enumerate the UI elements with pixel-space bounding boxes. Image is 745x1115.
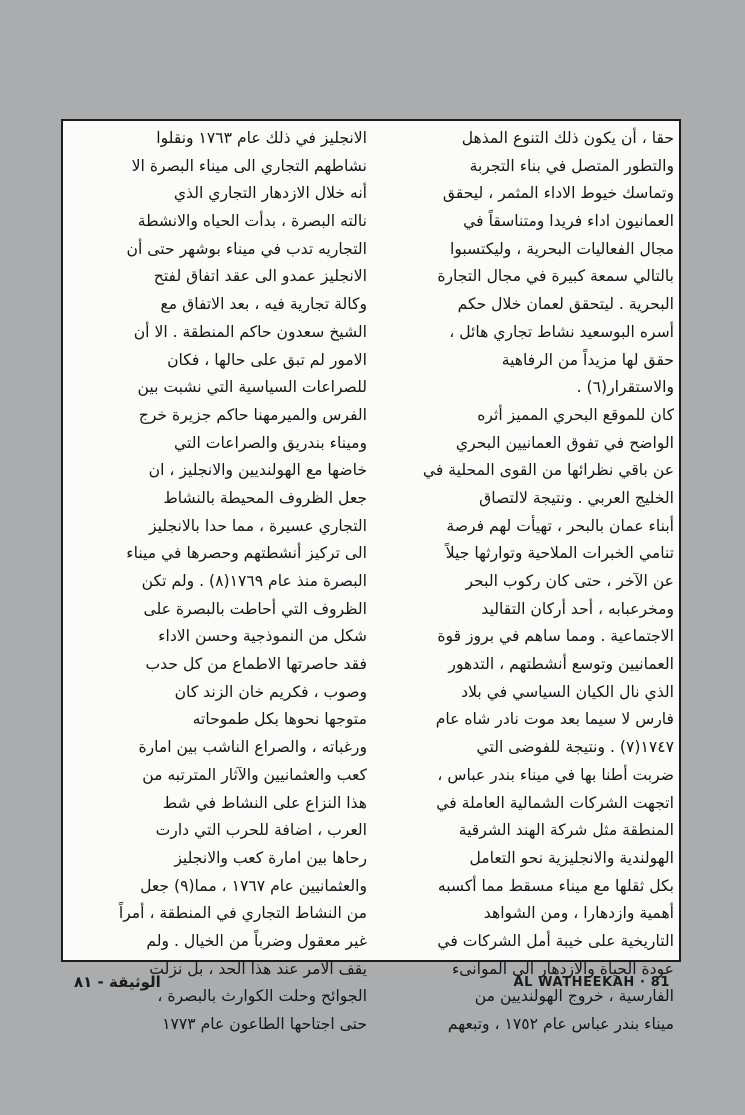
text-line: غير معقول وضرباً من الخيال . ولم bbox=[146, 931, 367, 950]
text-line: للصراعات السياسية التي نشبت بين bbox=[137, 378, 367, 397]
text-line: والعثمانيين عام ١٧٦٧ ، مما(٩) جعل bbox=[140, 876, 367, 895]
text-line: وكالة تجارية فيه ، بعد الاتفاق مع bbox=[160, 295, 367, 314]
text-line: يقف الامر عند هذا الحد ، بل نزلت bbox=[149, 959, 367, 978]
text-line: الذي نال الكيان السياسي في بلاد bbox=[461, 682, 674, 701]
text-line: نالته البصرة ، بدأت الحياه والانشطة bbox=[137, 212, 367, 231]
text-line: البحرية . ليتحقق لعمان خلال حكم bbox=[457, 295, 674, 314]
page-footer bbox=[74, 973, 670, 997]
text-line: اتجهت الشركات الشمالية العاملة في bbox=[436, 793, 674, 812]
text-line: متوجها نحوها بكل طموحاته bbox=[192, 710, 367, 729]
text-line: هذا النزاع على النشاط في شط bbox=[162, 793, 367, 812]
text-line: الانجليز عمدو الى عقد اتفاق لفتح bbox=[153, 267, 367, 286]
text-line: الفرس والميرمهنا حاكم جزيرة خرج bbox=[138, 405, 367, 424]
text-line: فقد حاصرتها الاطماع من كل حدب bbox=[145, 655, 367, 674]
right-text-column bbox=[386, 125, 674, 1039]
text-line: رحاها بين امارة كعب والانجليز bbox=[174, 848, 367, 867]
text-line: والاستقرار(٦) . bbox=[576, 378, 674, 397]
text-line: المنطقة مثل شركة الهند الشرقية bbox=[458, 821, 674, 840]
text-line: عن باقي نظرائها من القوى المحلية في bbox=[422, 461, 674, 480]
text-line: ورغباته ، والصراع الناشب بين امارة bbox=[138, 738, 367, 757]
text-line: أهمية وازدهارا ، ومن الشواهد bbox=[483, 904, 674, 923]
text-line: أنه خلال الازدهار التجاري الذي bbox=[173, 184, 367, 203]
text-line: الامور لم تبق على حالها ، فكان bbox=[167, 350, 367, 369]
text-line: العمانيين وتوسع أنشطتهم ، التدهور bbox=[448, 655, 674, 674]
text-line: الهولندية والانجليزية نحو التعامل bbox=[469, 848, 674, 867]
text-line: خاضها مع الهولنديين والانجليز ، ان bbox=[148, 461, 367, 480]
left-text-column bbox=[79, 125, 367, 1039]
text-line: عودة الحياة والازدهار الى الموانىء bbox=[451, 959, 674, 978]
text-line: بكل ثقلها مع ميناء مسقط مما أكسبه bbox=[437, 876, 674, 895]
text-line: حتى اجتاحها الطاعون عام ١٧٧٣ bbox=[162, 1015, 367, 1033]
text-line: بالتالي سمعة كبيرة في مجال التجارة bbox=[437, 267, 674, 286]
text-line: عن الآخر ، حتى كان ركوب البحر bbox=[465, 572, 674, 590]
text-line: كعب والعثمانيين والآثار المترتبه من bbox=[142, 765, 367, 784]
text-line: الفارسية ، خروج الهولنديين من bbox=[474, 987, 674, 1006]
text-line: وتماسك خيوط الاداء المثمر ، ليحقق bbox=[442, 184, 674, 203]
text-line: نشاطهم التجاري الى ميناء البصرة الا bbox=[131, 156, 367, 175]
text-line: التاريخية على خيبة أمل الشركات في bbox=[437, 931, 674, 950]
text-line: الاجتماعية . ومما ساهم في بروز قوة bbox=[437, 627, 674, 646]
text-line: ومخرعبابه ، أحد أركان التقاليد bbox=[481, 599, 674, 618]
footer-arabic-title: الوثيقة - ٨١ bbox=[74, 973, 161, 991]
text-line: مجال الفعاليات البحرية ، وليكتسبوا bbox=[450, 239, 674, 258]
text-line: الخليج العربي . ونتيجة لالتصاق bbox=[479, 488, 674, 507]
text-line: تنامي الخبرات الملاحية وتوارثها جيلاً bbox=[445, 544, 674, 563]
text-line: أسره البوسعيد نشاط تجاري هائل ، bbox=[449, 322, 674, 341]
text-line: الجوائح وحلت الكوارث بالبصرة ، bbox=[157, 987, 367, 1006]
text-line: والتطور المتصل في بناء التجربة bbox=[469, 156, 674, 175]
text-line: العمانيون اداء فريدا ومتناسقاً في bbox=[463, 212, 674, 231]
text-line: الشيخ سعدون حاكم المنطقة . الا أن bbox=[133, 322, 367, 341]
text-line: ميناء بندر عباس عام ١٧٥٢ ، وتبعهم bbox=[447, 1015, 674, 1033]
text-line: حقق لها مزيداً من الرفاهية bbox=[501, 350, 674, 369]
text-line: التجاري عسيرة ، مما حدا بالانجليز bbox=[149, 516, 367, 535]
text-line: وميناء بندريق والصراعات التي bbox=[174, 433, 367, 452]
text-line: شكل من النموذجية وحسن الاداء bbox=[158, 627, 367, 646]
text-line: حقا ، أن يكون ذلك التنوع المذهل bbox=[461, 129, 674, 147]
text-line: الانجليز في ذلك عام ١٧٦٣ ونقلوا bbox=[156, 129, 367, 147]
text-line: ١٧٤٧(٧) . ونتيجة للفوضى التي bbox=[476, 738, 674, 757]
text-line: التجاريه تدب في ميناء بوشهر حتى أن bbox=[126, 239, 367, 258]
text-line: كان للموقع البحري المميز أثره bbox=[477, 405, 674, 424]
text-line: العرب ، اضافة للحرب التي دارت bbox=[155, 821, 367, 840]
text-line: جعل الظروف المحيطة بالنشاط bbox=[163, 488, 367, 507]
text-line: أبناء عمان بالبحر ، تهيأت لهم فرصة bbox=[446, 516, 674, 535]
text-line: وصوب ، فكريم خان الزند كان bbox=[174, 682, 367, 701]
text-line: البصرة منذ عام ١٧٦٩(٨) . ولم تكن bbox=[141, 572, 367, 590]
footer-english-title: AL WATHEEKAH · 81 bbox=[513, 975, 670, 990]
text-line: ضربت أطنا بها في ميناء بندر عباس ، bbox=[437, 765, 674, 784]
text-line: الظروف التي أحاطت بالبصرة على bbox=[143, 599, 367, 618]
text-line: من النشاط التجاري في المنطقة ، أمراً bbox=[118, 904, 367, 923]
text-line: فارس لا سيما بعد موت نادر شاه عام bbox=[435, 710, 674, 729]
text-line: الواضح في تفوق العمانيين البحري bbox=[455, 433, 674, 452]
text-line: الى تركيز أنشطتهم وحصرها في ميناء bbox=[126, 544, 367, 563]
